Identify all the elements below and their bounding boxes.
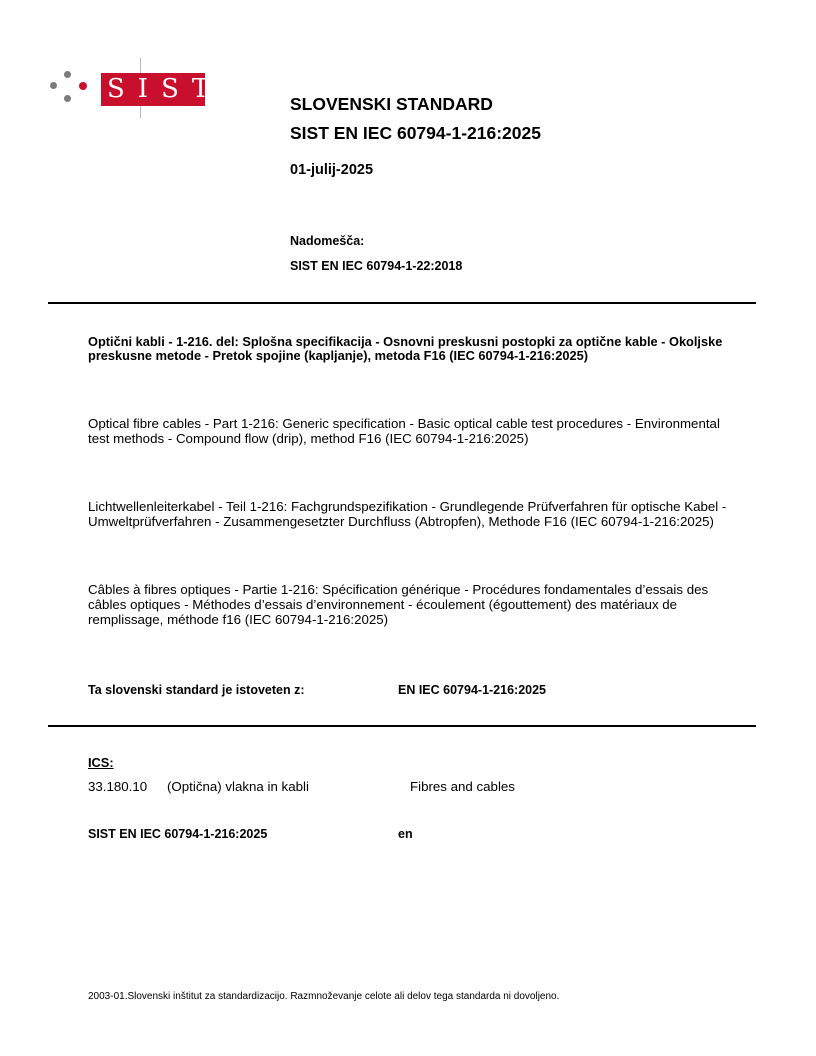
copyright-notice: 2003-01.Slovenski inštitut za standardizacijo. Razmnoževanje celote ali delov tega standarda ni dovoljeno. — [88, 991, 560, 1002]
document-type: SLOVENSKI STANDARD — [290, 94, 493, 114]
language-code: en — [398, 827, 413, 841]
logo-wordmark: SIST — [101, 73, 205, 106]
divider-bottom — [48, 725, 756, 727]
title-slovenian: Optični kabli - 1-216. del: Splošna specifikacija - Osnovni preskusni postopki za optične kable - Okoljske preskusne metode - Pretok spojine (kapljanje), metoda F16 (IEC 60794-1-216:2025) — [88, 334, 723, 363]
standard-designation: SIST EN IEC 60794-1-216:2025 — [290, 123, 541, 143]
logo-dot — [64, 95, 71, 102]
identical-value: EN IEC 60794-1-216:2025 — [398, 683, 547, 697]
sist-logo — [46, 66, 223, 120]
supersedes-label: Nadomešča: — [290, 234, 365, 248]
supersedes-value: SIST EN IEC 60794-1-22:2018 — [290, 259, 463, 273]
logo-dot — [64, 71, 71, 78]
publication-date: 01-julij-2025 — [290, 162, 374, 178]
logo-dot — [50, 82, 57, 89]
ics-code: 33.180.10 — [88, 779, 148, 794]
title-english: Optical fibre cables - Part 1-216: Generic specification - Basic optical cable test procedures - Environmental test methods - Compound flow (drip), method F16 (IEC 60794-1-216:2025) — [88, 416, 720, 446]
logo-dot-red — [79, 82, 87, 90]
ics-description-en: Fibres and cables — [410, 779, 515, 794]
title-french: Câbles à fibres optiques - Partie 1-216: Spécification générique - Procédures fondamentales d’essais des câbles optiques - Méthodes d’essais d’environnement - écoulement (égouttement) des matériaux de remplissage, méthode f16 (IEC 60794-1-216:2025) — [88, 582, 709, 627]
ics-label: ICS: — [88, 755, 114, 770]
ics-description-sl: (Optična) vlakna in kabli — [167, 779, 309, 794]
identical-label: Ta slovenski standard je istoveten z: — [88, 683, 305, 697]
divider-top — [48, 302, 756, 304]
title-german: Lichtwellenleiterkabel - Teil 1-216: Fachgrundspezifikation - Grundlegende Prüfverfahren für optische Kabel - Umweltprüfverfahren - Zusammengesetzter Durchfluss (Abtropfen), Methode F16 (IEC 60794-1-216:2025) — [88, 499, 727, 529]
bottom-designation: SIST EN IEC 60794-1-216:2025 — [88, 827, 268, 841]
